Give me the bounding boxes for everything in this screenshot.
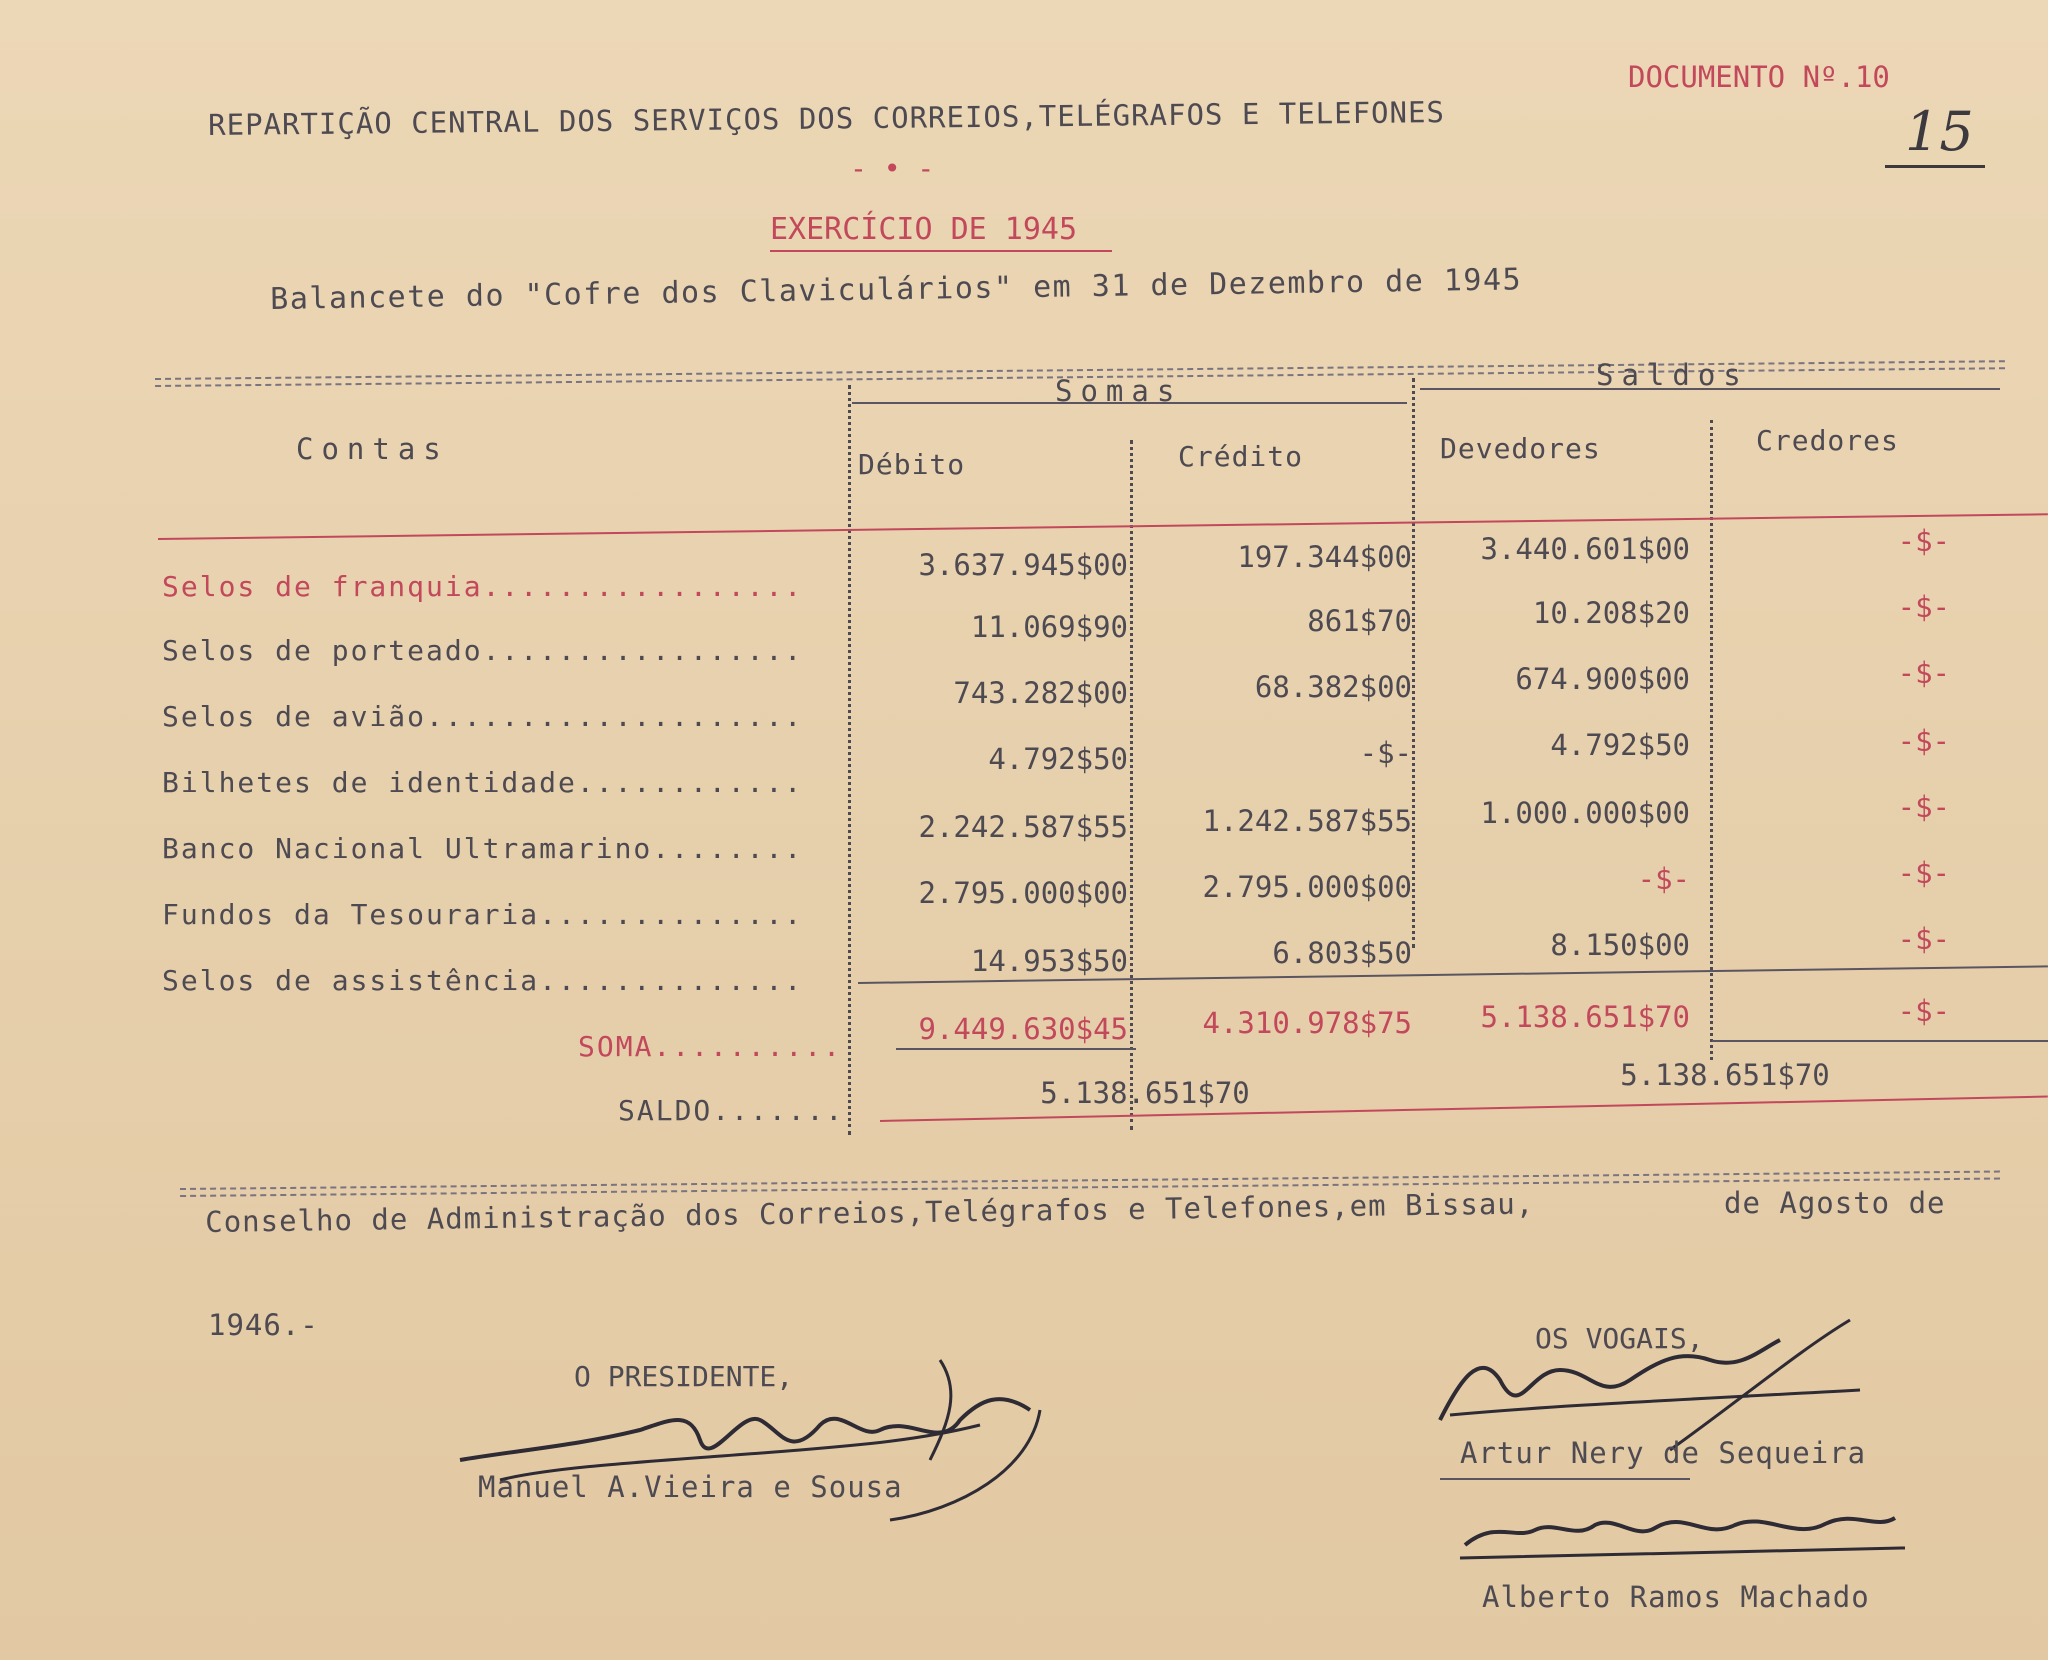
row-2-credores: -$- [1897,590,1950,624]
year-title: EXERCÍCIO DE 1945 [770,212,1078,247]
header-contas: Contas [296,432,449,466]
row-5-credito: 1.242.587$55 [1202,804,1412,838]
column-divider-somas [1412,378,1415,948]
column-divider-debito [1130,440,1133,1130]
row-2-debito: 11.069$90 [970,610,1128,644]
account-row-7: Selos de assistência.............. [162,964,804,997]
header-saldos: Saldos [1596,358,1749,392]
account-row-5: Banco Nacional Ultramarino........ [162,832,804,865]
row-6-credores: -$- [1897,856,1950,890]
vogais-label: OS VOGAIS, [1535,1322,1704,1355]
vogal-2-signature [1455,1500,1915,1570]
header-credores: Credores [1756,424,1899,457]
row-3-credores: -$- [1897,656,1950,690]
account-row-2: Selos de porteado................. [162,634,804,667]
row-3-devedores: 674.900$00 [1515,662,1690,696]
vogal-1-name: Artur Nery de Sequeira [1460,1436,1867,1470]
account-name: Selos de franquia................. [162,570,804,603]
account-row-6: Fundos da Tesouraria.............. [162,898,804,931]
row-3-debito: 743.282$00 [953,676,1128,710]
president-name: Manuel A.Vieira e Sousa [478,1470,903,1504]
vogal-1-underline [1440,1478,1690,1480]
vogal-2-name: Alberto Ramos Machado [1482,1580,1870,1614]
row-6-debito: 2.795.000$00 [918,876,1128,910]
year-title-underline [770,250,1112,252]
soma-credores-rule [1712,1040,2048,1042]
president-label: O PRESIDENTE, [574,1360,794,1393]
row-5-devedores: 1.000.000$00 [1480,796,1690,830]
account-row-3: Selos de avião.................... [162,700,804,733]
row-6-devedores: -$- [1637,862,1690,896]
row-7-debito: 14.953$50 [970,944,1128,978]
row-2-credito: 861$70 [1307,604,1412,638]
row-1-devedores: 3.440.601$00 [1480,532,1690,566]
soma-credito: 4.310.978$75 [1202,1006,1412,1040]
row-6-credito: 2.795.000$00 [1202,870,1412,904]
account-row-1 [162,570,803,603]
row-4-credito: -$- [1359,736,1412,770]
header-somas: Somas [1055,374,1183,408]
saldo-label: SALDO....... [618,1094,845,1127]
column-divider-devedores [1710,420,1713,1060]
page-number: 15 [1905,100,1974,163]
president-signature [440,1350,1120,1550]
header-red-rule [158,513,2048,540]
document-number: DOCUMENTO Nº.10 [1628,60,1890,94]
row-5-debito: 2.242.587$55 [918,810,1128,844]
row-7-credito: 6.803$50 [1272,936,1412,970]
soma-debito-underline [896,1048,1136,1050]
department-mark: - • - [850,152,935,185]
row-4-debito: 4.792$50 [988,742,1128,776]
footer-date-fragment: de Agosto de [1724,1186,1946,1220]
page-number-underline [1885,165,1985,168]
row-1-credores: -$- [1897,524,1950,558]
soma-devedores: 5.138.651$70 [1480,1000,1690,1034]
row-7-devedores: 8.150$00 [1550,928,1690,962]
footer-year: 1946.- [208,1308,319,1342]
row-4-credores: -$- [1897,724,1950,758]
department-title: REPARTIÇÃO CENTRAL DOS SERVIÇOS DOS CORREIOS,TELÉGRAFOS E TELEFONES [208,95,1446,142]
row-5-credores: -$- [1897,790,1950,824]
account-row-4: Bilhetes de identidade............ [162,766,804,799]
row-1-debito: 3.637.945$00 [918,548,1128,582]
soma-label: SOMA.......... [578,1030,843,1063]
balance-subtitle: Balancete do "Cofre dos Claviculários" em 31 de Dezembro de 1945 [270,262,1523,317]
row-2-devedores: 10.208$20 [1532,596,1690,630]
column-divider-accounts [848,385,851,1135]
soma-debito: 9.449.630$45 [918,1012,1128,1046]
saldo-saldos: 5.138.651$70 [1620,1058,1830,1092]
row-7-credores: -$- [1897,922,1950,956]
row-4-devedores: 4.792$50 [1550,728,1690,762]
saldo-somas: 5.138.651$70 [1040,1076,1250,1110]
soma-credores: -$- [1897,994,1950,1028]
header-debito: Débito [858,448,966,481]
header-credito: Crédito [1178,440,1304,473]
row-1-credito: 197.344$00 [1237,540,1412,574]
row-3-credito: 68.382$00 [1254,670,1412,704]
footer-council-text: Conselho de Administração dos Correios,Telégrafos e Telefones,em Bissau, [205,1186,1535,1239]
header-devedores: Devedores [1440,432,1601,465]
